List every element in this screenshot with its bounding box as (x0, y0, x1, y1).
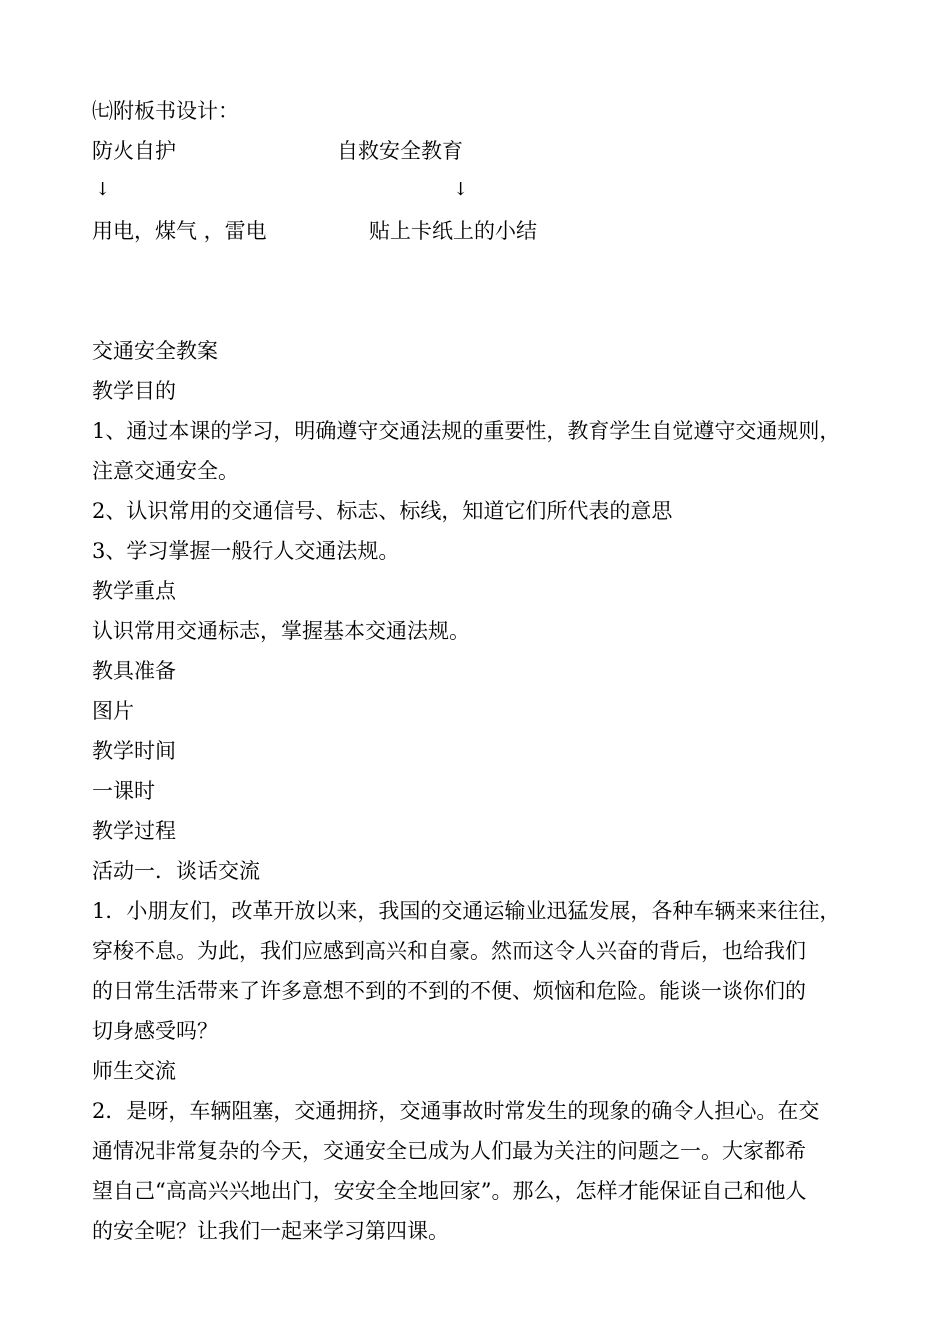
goal-3: 3、学习掌握一般行人交通法规。 (92, 539, 400, 563)
lesson-title: 交通安全教案 (92, 339, 218, 363)
paragraph-1-line-1: 1．小朋友们，改革开放以来，我国的交通运输业迅猛发展，各种车辆来来往往， (92, 899, 841, 923)
board-left-sub: 用电，煤气 ，雷电 (92, 219, 267, 243)
goal-1-line-2: 注意交通安全。 (92, 459, 239, 483)
board-left-title: 防火自护 (92, 139, 176, 163)
board-heading: ㈦附板书设计： (92, 99, 239, 123)
activity-1-heading: 活动一．谈话交流 (92, 859, 260, 883)
goal-heading: 教学目的 (92, 379, 176, 403)
paragraph-2-line-2: 通情况非常复杂的今天，交通安全已成为人们最为关注的问题之一。大家都希 (92, 1139, 806, 1163)
goal-1-line-1: 1、通过本课的学习，明确遵守交通法规的重要性，教育学生自觉遵守交通规则， (92, 419, 841, 443)
tools-text: 图片 (92, 699, 134, 723)
paragraph-1-line-2: 穿梭不息。为此，我们应感到高兴和自豪。然而这令人兴奋的背后，也给我们 (92, 939, 806, 963)
process-heading: 教学过程 (92, 819, 176, 843)
paragraph-1-line-3: 的日常生活带来了许多意想不到的不到的不便、烦恼和危险。能谈一谈你们的 (92, 979, 806, 1003)
board-right-title: 自救安全教育 (337, 139, 463, 163)
key-heading: 教学重点 (92, 579, 176, 603)
paragraph-2-line-3: 望自己“高高兴兴地出门，安安全全地回家”。那么，怎样才能保证自己和他人 (92, 1179, 807, 1203)
exchange-heading: 师生交流 (92, 1059, 176, 1083)
paragraph-2-line-4: 的安全呢？让我们一起来学习第四课。 (92, 1219, 449, 1243)
paragraph-1-line-4: 切身感受吗？ (92, 1019, 218, 1043)
tools-heading: 教具准备 (92, 659, 176, 683)
paragraph-2-line-1: 2．是呀，车辆阻塞，交通拥挤，交通事故时常发生的现象的确令人担心。在交 (92, 1099, 820, 1123)
board-right-sub: 贴上卡纸上的小结 (369, 219, 537, 243)
board-left-arrow-icon: ↓ (95, 179, 111, 200)
key-text: 认识常用交通标志，掌握基本交通法规。 (92, 619, 470, 643)
time-text: 一课时 (92, 779, 155, 803)
board-right-arrow-icon: ↓ (453, 179, 469, 200)
time-heading: 教学时间 (92, 739, 176, 763)
goal-2: 2、认识常用的交通信号、标志、标线，知道它们所代表的意思 (92, 499, 673, 523)
